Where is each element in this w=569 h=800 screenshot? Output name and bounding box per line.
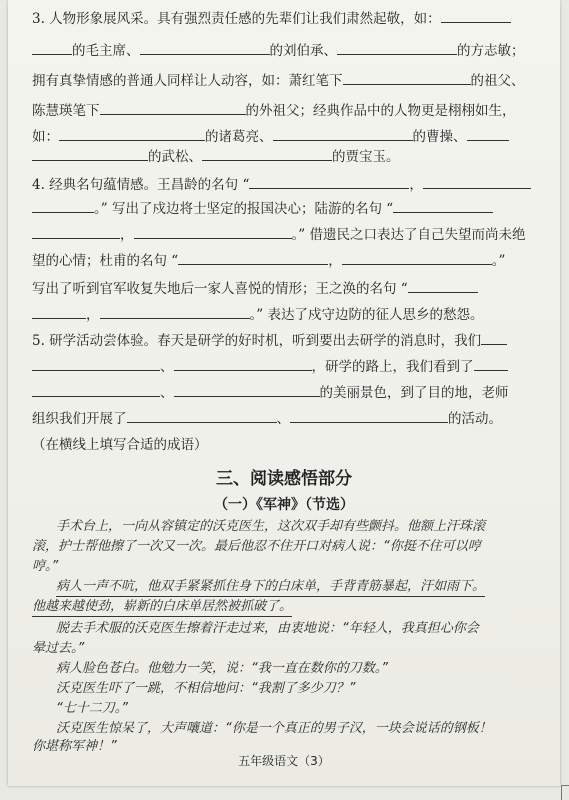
passage-line: 病人脸色苍白。他勉力一笑，说：“我一直在数你的刀数。”: [56, 661, 388, 676]
q5-text: 5. 研学活动尝体验。春天是研学的好时机，听到要出去研学的消息时，我们: [32, 333, 482, 349]
answer-blank[interactable]: [423, 176, 531, 189]
q4-line-1: [32, 176, 531, 194]
answer-blank[interactable]: [467, 128, 509, 141]
q5-line-1: [32, 332, 507, 350]
q5-text: ，研学的路上，我们看到了: [311, 359, 474, 375]
q3-text: 的曹操、: [412, 129, 467, 145]
passage-line: 哼。”: [32, 559, 59, 574]
answer-blank[interactable]: [140, 42, 270, 55]
answer-blank[interactable]: [290, 410, 448, 423]
q3-text: 的诸葛亮、: [205, 129, 273, 145]
q5-text: 、: [276, 411, 290, 427]
answer-blank[interactable]: [134, 226, 292, 239]
q3-text: 的贾宝玉。: [332, 149, 400, 165]
q4-line-2: [32, 200, 493, 218]
passage-line: 手术台上，一向从容镇定的沃克医生，这次双手却有些颤抖。他额上汗珠滚: [56, 519, 486, 534]
q3-text: 的方志敏；: [457, 43, 525, 59]
answer-blank[interactable]: [32, 306, 86, 319]
q3-line-4: [32, 102, 516, 120]
q3-line-6: [32, 148, 400, 166]
q4-text: 写出了听到官军收复失地后一家人喜悦的情形；王之涣的名句 “: [32, 281, 408, 297]
q3-text: 3. 人物形象展风采。具有强烈责任感的先辈们让我们肃然起敬，如：: [32, 11, 441, 27]
q4-text: 。” 表达了戍守边防的征人思乡的愁怨。: [249, 307, 484, 323]
passage-underlined-line: 他越来越使劲，崭新的白床单居然被抓破了。: [32, 598, 292, 617]
q4-text: ，: [86, 307, 100, 323]
passage-line: 沃克医生惊呆了，大声嚷道：“你是一个真正的男子汉，一块会说话的钢板！: [56, 721, 492, 736]
q4-text: ，: [409, 177, 423, 193]
q4-text: 4. 经典名句蕴情感。王昌龄的名句 “: [32, 177, 250, 193]
passage-line: 晕过去。”: [32, 641, 85, 656]
q3-text: 的刘伯承、: [269, 43, 337, 59]
answer-blank[interactable]: [59, 128, 205, 141]
answer-blank[interactable]: [202, 148, 332, 161]
answer-blank[interactable]: [249, 176, 409, 189]
passage-line: 滚，护士帮他擦了一次又一次。最后他忍不住开口对病人说：“你挺不住可以哼: [32, 539, 481, 554]
passage-title: （一）《军神》（节选）: [214, 497, 354, 513]
page-corner-mark: [561, 785, 569, 800]
passage-line: 脱去手术服的沃克医生擦着汗走过来，由衷地说：“年轻人，我真担心你会: [56, 621, 479, 636]
q5-note: [32, 436, 208, 454]
passage-underlined-line: 病人一声不吭，他双手紧紧抓住身下的白床单，手背青筋暴起，汗如雨下。: [56, 578, 485, 597]
answer-blank[interactable]: [393, 200, 493, 213]
q4-text: 望的心情；杜甫的名句 “: [32, 253, 179, 269]
answer-blank[interactable]: [174, 384, 320, 397]
q5-text: 的活动。: [448, 411, 502, 427]
answer-blank[interactable]: [100, 306, 250, 319]
q3-line-3: [32, 72, 525, 90]
answer-blank[interactable]: [408, 280, 478, 293]
answer-blank[interactable]: [127, 410, 277, 423]
answer-blank[interactable]: [32, 358, 160, 371]
exam-page: [8, 0, 560, 786]
answer-blank[interactable]: [32, 384, 160, 397]
q4-text: 。” 写出了戍边将士坚定的报国决心；陆游的名句 “: [94, 201, 394, 217]
passage-line: 沃克医生吓了一跳，不相信地问：“我割了多少刀？”: [56, 681, 356, 696]
answer-blank[interactable]: [32, 226, 120, 239]
q3-text: 陈慧瑛笔下: [32, 103, 100, 119]
answer-blank[interactable]: [474, 358, 508, 371]
answer-blank[interactable]: [100, 102, 246, 115]
q3-text: 如：: [32, 129, 59, 145]
answer-blank[interactable]: [178, 252, 328, 265]
q3-line-2: [32, 42, 525, 60]
q5-text: 、: [160, 359, 174, 375]
q4-line-5: [32, 280, 478, 298]
q3-text: 的毛主席、: [72, 43, 140, 59]
answer-blank[interactable]: [32, 200, 94, 213]
q4-text: ，: [328, 253, 342, 269]
q4-line-4: [32, 252, 505, 270]
passage-line: 你堪称军神！”: [32, 739, 117, 754]
answer-blank[interactable]: [174, 358, 312, 371]
answer-blank[interactable]: [32, 42, 72, 55]
q3-text: 拥有真挚情感的普通人同样让人动容，如：萧红笔下: [32, 73, 343, 89]
q4-text: ，: [120, 227, 134, 243]
answer-blank[interactable]: [441, 10, 511, 23]
q3-line-5: [32, 128, 509, 146]
q4-line-3: [32, 226, 525, 244]
q5-line-2: [32, 358, 508, 376]
answer-blank[interactable]: [337, 42, 457, 55]
q3-text: 的武松、: [148, 149, 202, 165]
q5-note-text: （在横线上填写合适的成语）: [32, 437, 208, 453]
q5-text: 、: [160, 385, 174, 401]
passage-line: “七十二刀。”: [56, 701, 128, 716]
q5-text: 组织我们开展了: [32, 411, 127, 427]
answer-blank[interactable]: [343, 72, 471, 85]
q3-line-1: [32, 10, 511, 28]
section-title: 三、阅读感悟部分: [216, 469, 352, 489]
q3-text: 的外祖父；经典作品中的人物更是栩栩如生，: [245, 103, 516, 119]
q5-line-4: [32, 410, 502, 428]
q5-line-3: [32, 384, 509, 402]
q5-text: 的美丽景色，到了目的地，老师: [319, 385, 509, 401]
page-footer: 五年级语文（3）: [238, 754, 330, 768]
q4-text: 。” 借遗民之口表达了自己失望而尚未绝: [291, 227, 526, 243]
q4-text: 。”: [491, 253, 506, 269]
answer-blank[interactable]: [32, 148, 148, 161]
q4-line-6: [32, 306, 483, 324]
answer-blank[interactable]: [481, 332, 507, 345]
q3-text: 的祖父、: [470, 73, 525, 89]
answer-blank[interactable]: [342, 252, 492, 265]
answer-blank[interactable]: [273, 128, 413, 141]
